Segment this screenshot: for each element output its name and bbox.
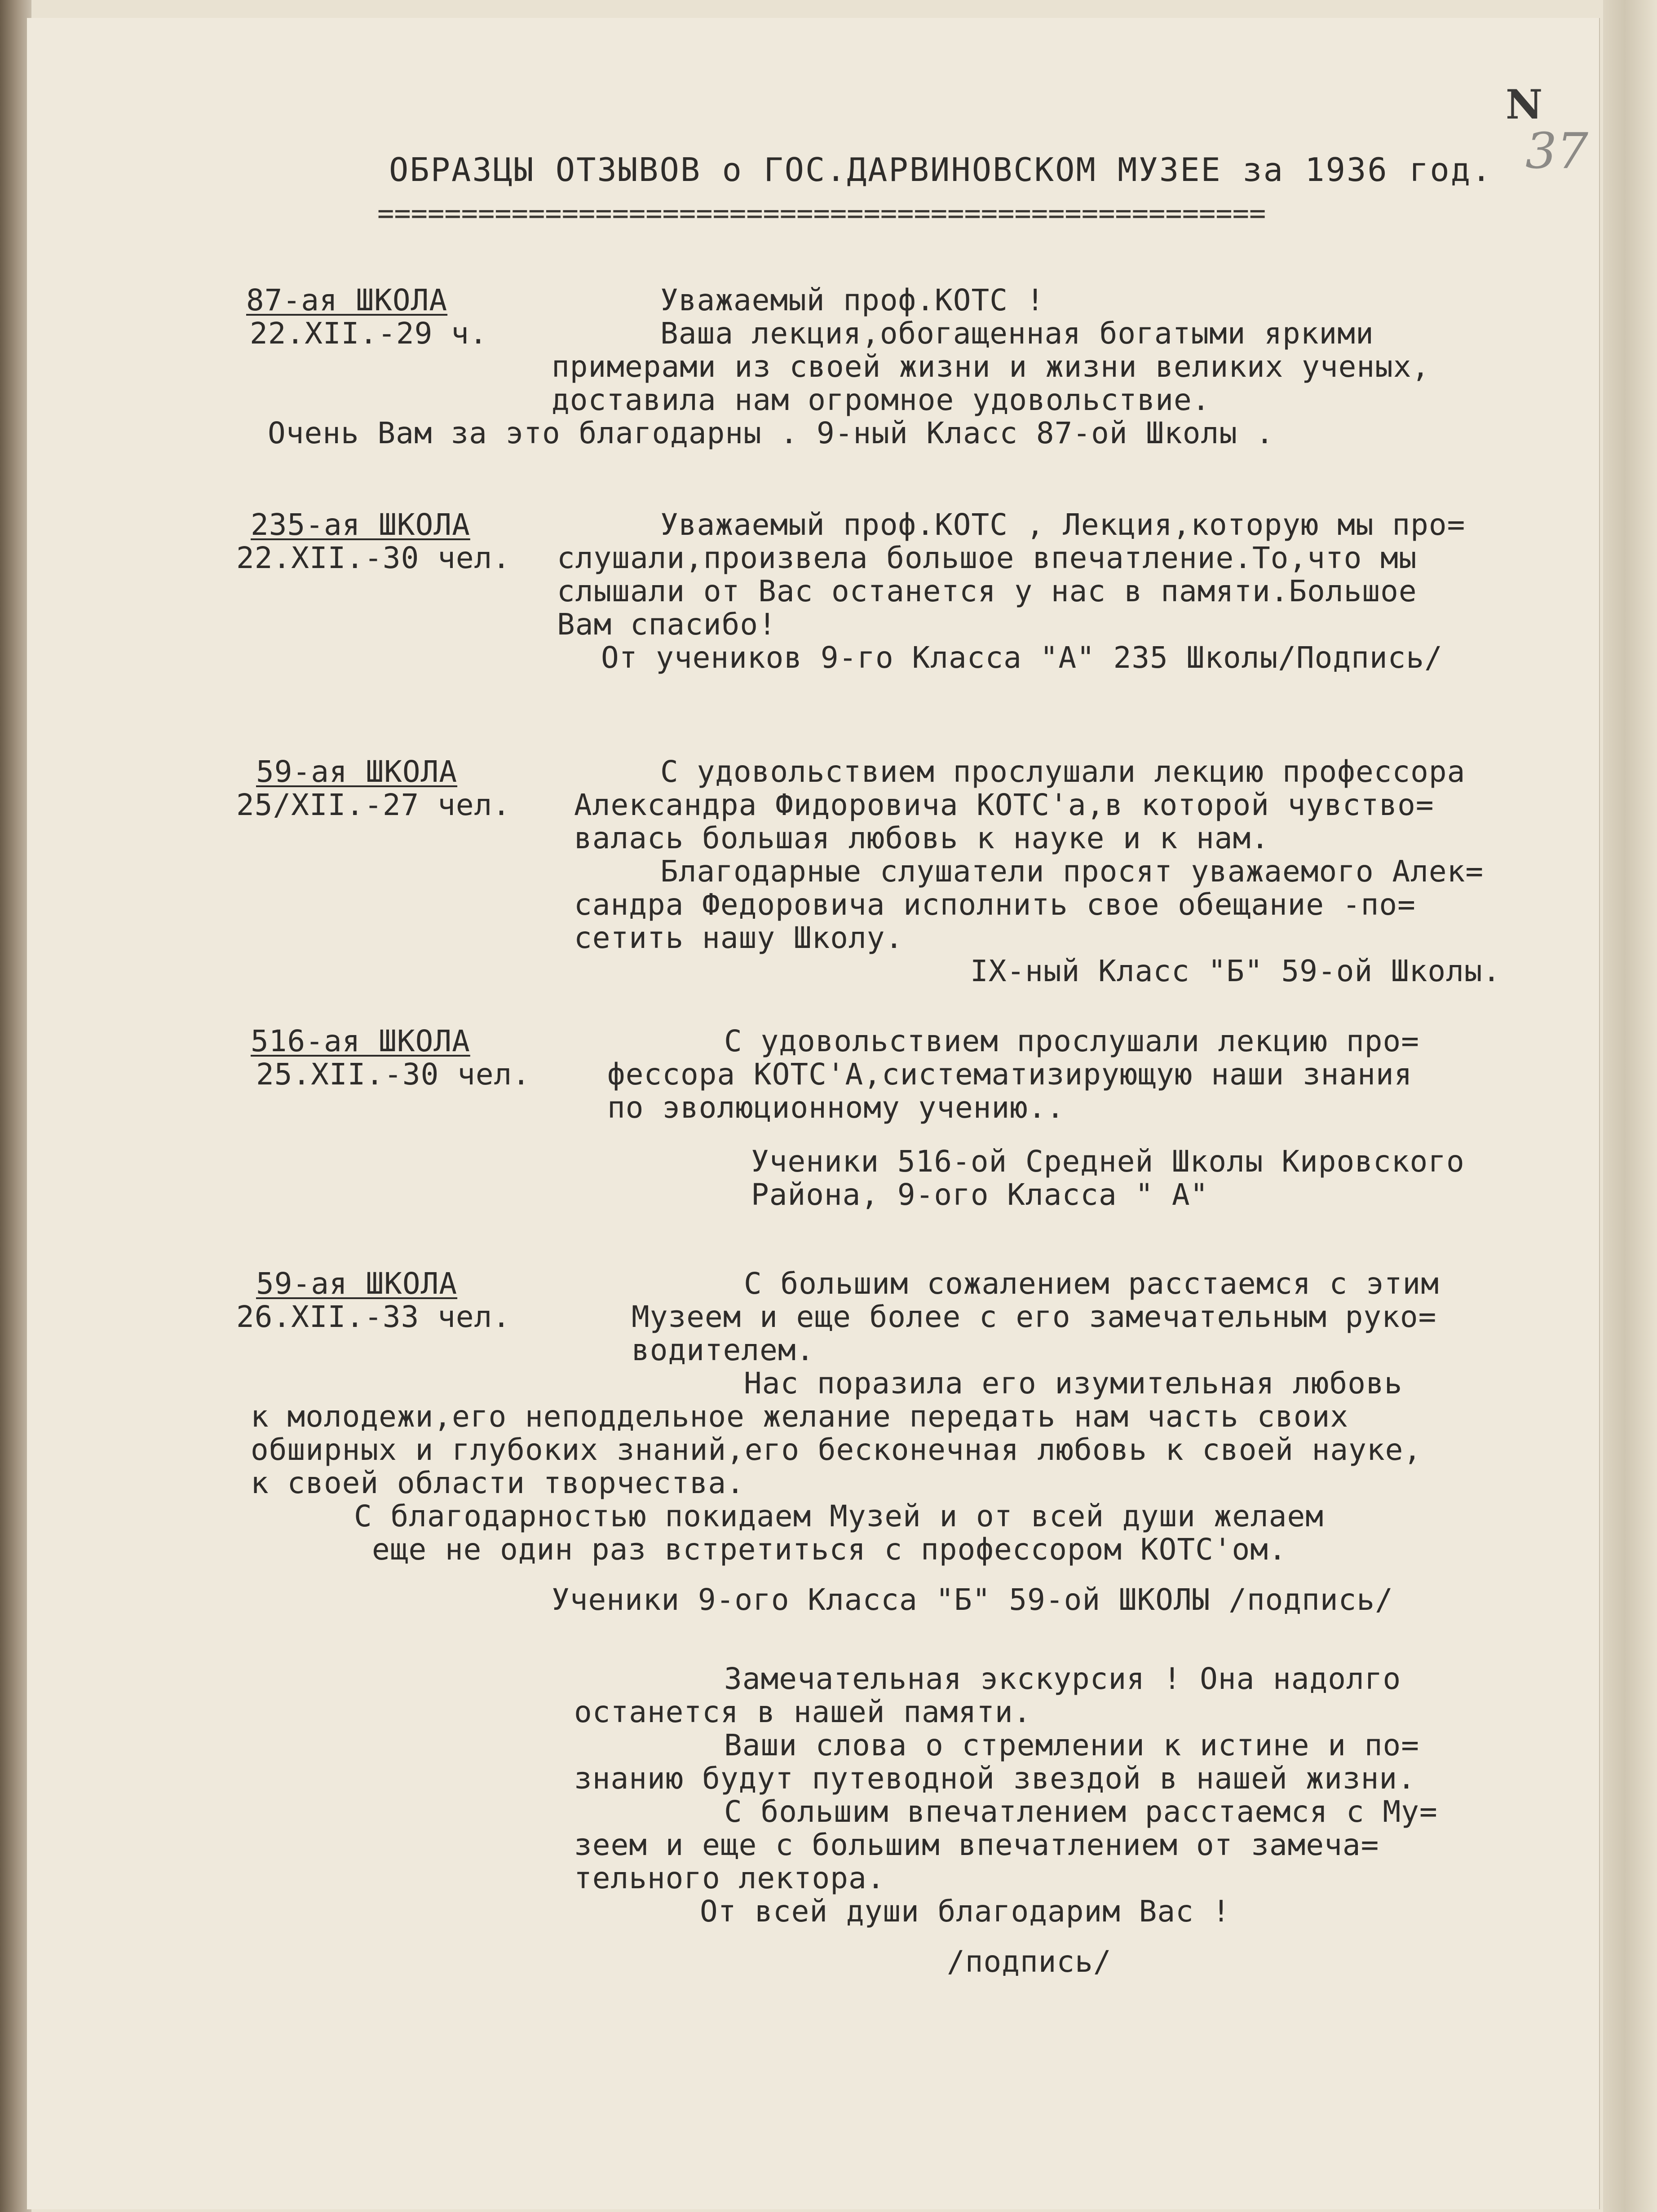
review-line: останется в нашей памяти.: [574, 1695, 1032, 1729]
page-number: 37: [1525, 122, 1588, 180]
review-line: зеем и еще с большим впечатлением от замеча=: [574, 1828, 1379, 1862]
signature-line: От учеников 9-го Класса "А" 235 Школы/Подпись/: [601, 640, 1443, 675]
visit-date: 22.XII.-30 чел.: [236, 541, 511, 575]
school-name: 516-ая ШКОЛА: [251, 1024, 470, 1058]
visit-date: 25/XII.-27 чел.: [236, 788, 511, 822]
review-line: Благодарные слушатели просят уважаемого Алек=: [660, 854, 1484, 889]
review-line: Уважаемый проф.КОТС !: [660, 283, 1045, 317]
review-line: С благодарностью покидаем Музей и от всей души желаем: [354, 1499, 1324, 1533]
signature-line: /подпись/: [947, 1944, 1112, 1979]
review-line: Вам спасибо!: [557, 607, 777, 642]
review-line: примерами из своей жизни и жизни великих ученых,: [552, 349, 1430, 384]
review-line: Ваша лекция,обогащенная богатыми яркими: [660, 316, 1374, 351]
review-line: С удовольствием прослушали лекцию про=: [724, 1024, 1419, 1058]
page-title: ОБРАЗЦЫ ОТЗЫВОВ о ГОС.ДАРВИНОВСКОМ МУЗЕЕ за 1936 год.: [389, 151, 1493, 189]
visit-date: 22.XII.-29 ч.: [250, 316, 488, 351]
review-line: тельного лектора.: [574, 1861, 885, 1895]
review-line: слышали от Вас останется у нас в памяти.Большое: [557, 574, 1417, 608]
review-line: С удовольствием прослушали лекцию профессора: [660, 754, 1466, 789]
review-line: по эволюционному учению..: [607, 1090, 1065, 1125]
archive-mark: N: [1506, 81, 1543, 128]
review-line: С большим впечатлением расстаемся с Му=: [724, 1794, 1438, 1829]
review-line: Замечательная экскурсия ! Она надолго: [724, 1661, 1401, 1696]
document-page: [27, 18, 1600, 2209]
review-line: Александра Фидоровича КОТС'а,в которой чувство=: [574, 788, 1434, 822]
school-name: 59-ая ШКОЛА: [256, 1266, 458, 1301]
review-line: Уважаемый проф.КОТС , Лекция,которую мы про=: [660, 507, 1466, 542]
review-line: знанию будут путеводной звездой в нашей жизни.: [574, 1761, 1416, 1796]
review-line: Ваши слова о стремлении к истине и по=: [724, 1728, 1419, 1763]
review-line: От всей души благодарим Вас !: [700, 1894, 1231, 1929]
review-line: сетить нашу Школу.: [574, 921, 904, 955]
review-line: обширных и глубоких знаний,его бесконечная любовь к своей науке,: [251, 1432, 1422, 1467]
school-name: 59-ая ШКОЛА: [256, 754, 458, 789]
review-line: валась большая любовь к науке и к нам.: [574, 821, 1269, 855]
review-line: Очень Вам за это благодарны . 9-ный Класс 87-ой Школы .: [268, 416, 1274, 450]
review-line: Музеем и еще более с его замечательным руко=: [632, 1300, 1437, 1334]
signature-line: Ученики 516-ой Средней Школы Кировского: [751, 1144, 1465, 1179]
review-line: сандра Федоровича исполнить свое обещание -по=: [574, 887, 1416, 922]
review-line: доставила нам огромное удовольствие.: [552, 383, 1211, 417]
review-line: к молодежи,его неподдельное желание передать нам часть своих: [251, 1399, 1349, 1434]
review-line: слушали,произвела большое впечатление.То,что мы: [557, 541, 1417, 575]
visit-date: 25.XII.-30 чел.: [256, 1057, 531, 1092]
page-stack-edge: [1603, 0, 1657, 2212]
title-underline: =====================================================: [377, 197, 1266, 229]
signature-line: Ученики 9-ого Класса "Б" 59-ой ШКОЛЫ /подпись/: [552, 1582, 1393, 1617]
signature-line: Района, 9-ого Класса " А": [751, 1177, 1209, 1212]
review-line: фессора КОТС'А,систематизирующую наши знания: [607, 1057, 1413, 1092]
review-line: С большим сожалением расстаемся с этим: [744, 1266, 1439, 1301]
signature-line: IX-ный Класс "Б" 59-ой Школы.: [970, 954, 1501, 988]
review-line: еще не один раз встретиться с профессором КОТС'ом.: [372, 1532, 1287, 1567]
school-name: 87-ая ШКОЛА: [246, 283, 448, 317]
visit-date: 26.XII.-33 чел.: [236, 1300, 511, 1334]
review-line: Нас поразила его изумительная любовь: [744, 1366, 1403, 1401]
school-name: 235-ая ШКОЛА: [251, 507, 470, 542]
review-line: к своей области творчества.: [251, 1466, 745, 1500]
review-line: водителем.: [632, 1333, 815, 1367]
